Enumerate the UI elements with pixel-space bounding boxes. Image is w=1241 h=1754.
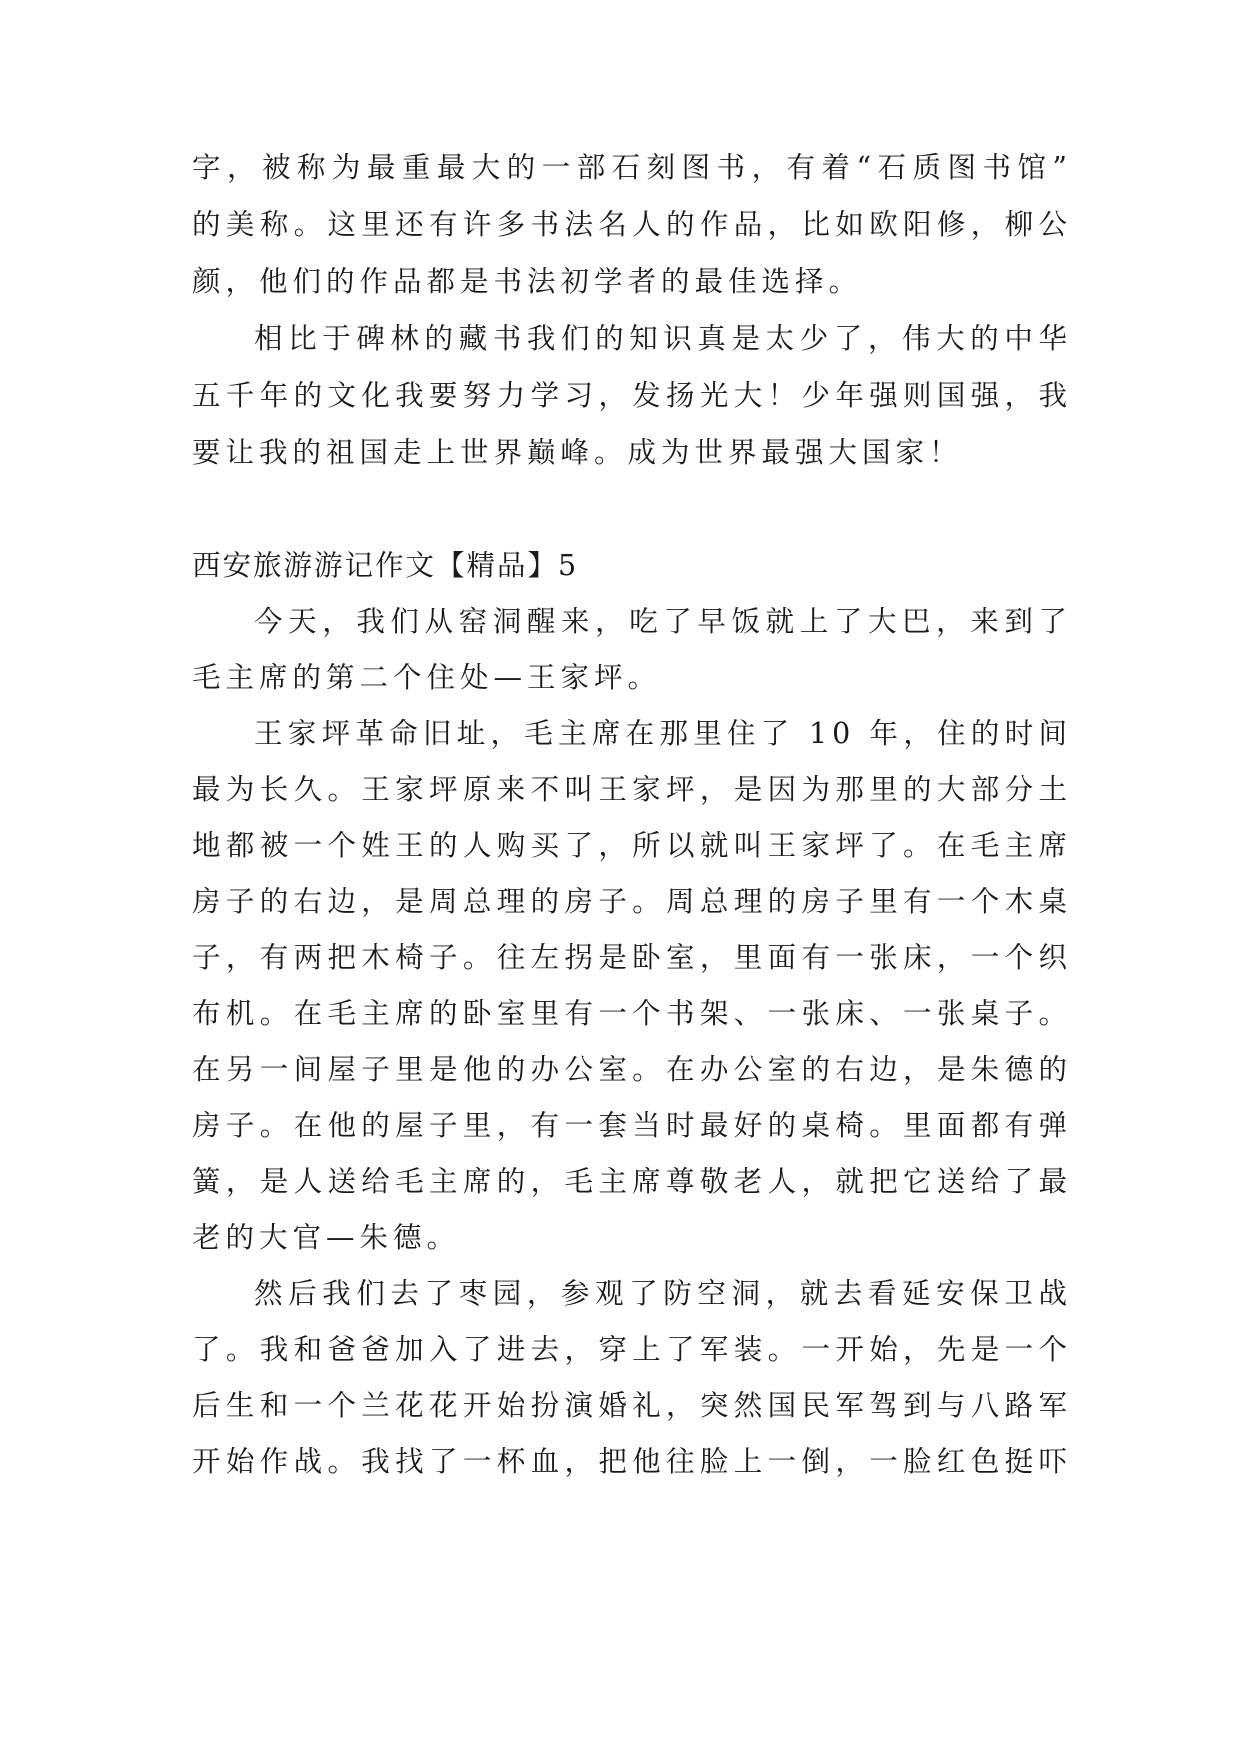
text-line: 最为长久。王家坪原来不叫王家坪，是因为那里的大部分土: [192, 773, 1072, 806]
text-line: 簧，是人送给毛主席的，毛主席尊敬老人，就把它送给了最: [192, 1165, 1072, 1198]
text-line: 相比于碑林的藏书我们的知识真是太少了，伟大的中华: [254, 322, 1072, 355]
text-line: 后生和一个兰花花开始扮演婚礼，突然国民军驾到与八路军: [192, 1389, 1072, 1422]
text-line: 然后我们去了枣园，参观了防空洞，就去看延安保卫战: [254, 1277, 1072, 1310]
text-line: 今天，我们从窑洞醒来，吃了早饭就上了大巴，来到了: [254, 605, 1072, 638]
text-line: 王家坪革命旧址，毛主席在那里住了 10 年，住的时间: [254, 717, 1072, 750]
text-line: 房子的右边，是周总理的房子。周总理的房子里有一个木桌: [192, 885, 1072, 918]
text-line: 毛主席的第二个住处—王家坪。: [192, 661, 662, 694]
text-line: 开始作战。我找了一杯血，把他往脸上一倒，一脸红色挺吓: [192, 1445, 1072, 1478]
text-line: 五千年的文化我要努力学习，发扬光大！少年强则国强，我: [192, 379, 1072, 412]
text-line: 在另一间屋子里是他的办公室。在办公室的右边，是朱德的: [192, 1053, 1072, 1086]
text-line: 布机。在毛主席的卧室里有一个书架、一张床、一张桌子。: [192, 997, 1072, 1030]
text-line: 了。我和爸爸加入了进去，穿上了军装。一开始，先是一个: [192, 1333, 1072, 1366]
text-line: 老的大官—朱德。: [192, 1221, 461, 1254]
text-line: 颜，他们的作品都是书法初学者的最佳选择。: [192, 265, 863, 298]
section-heading: 西安旅游游记作文【精品】5: [192, 549, 579, 582]
text-line: 字，被称为最重最大的一部石刻图书，有着“石质图书馆”: [192, 151, 1072, 184]
text-line: 房子。在他的屋子里，有一套当时最好的桌椅。里面都有弹: [192, 1109, 1072, 1142]
text-line: 地都被一个姓王的人购买了，所以就叫王家坪了。在毛主席: [192, 829, 1072, 862]
text-line: 要让我的祖国走上世界巅峰。成为世界最强大国家！: [192, 436, 963, 469]
text-line: 子，有两把木椅子。往左拐是卧室，里面有一张床，一个织: [192, 941, 1072, 974]
text-line: 的美称。这里还有许多书法名人的作品，比如欧阳修，柳公: [192, 208, 1072, 241]
